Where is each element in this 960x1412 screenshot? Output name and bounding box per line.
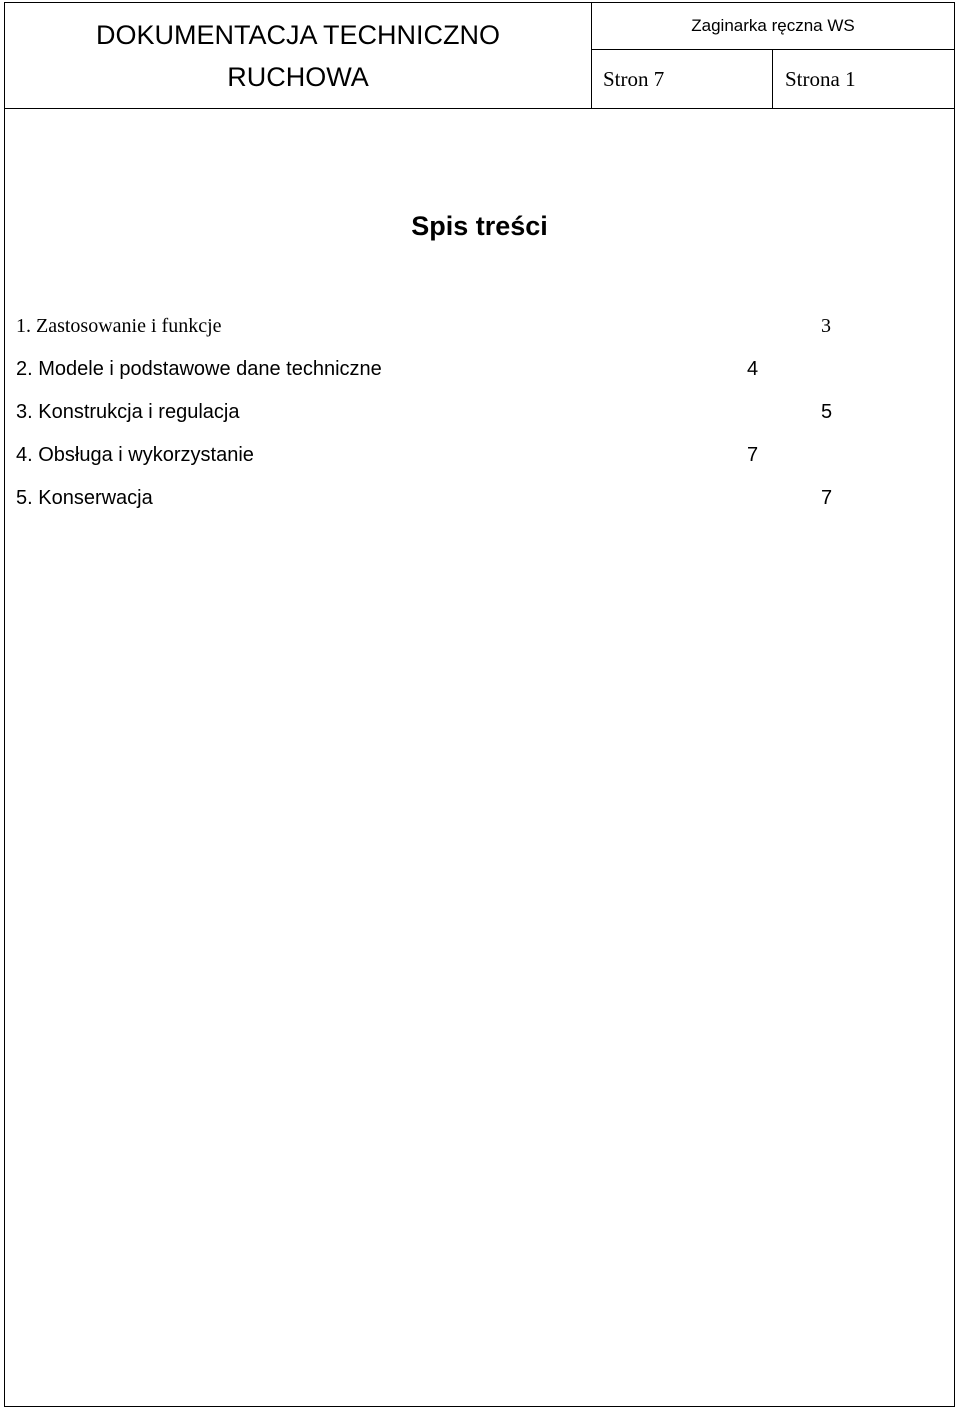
- toc-item-3[interactable]: [16, 397, 846, 427]
- document-header: [5, 3, 954, 109]
- document-title-line-1: DOKUMENTACJA TECHNICZNO: [95, 20, 501, 50]
- toc-item-2[interactable]: [16, 354, 846, 384]
- toc-item-5[interactable]: [16, 483, 846, 513]
- toc-item-page: 7: [747, 444, 759, 466]
- toc-heading: Spis treści: [411, 211, 548, 241]
- toc-item-label: 3. Konstrukcja i regulacja: [16, 401, 240, 423]
- toc-item-page: 7: [821, 487, 833, 509]
- toc-item-label: 2. Modele i podstawowe dane techniczne: [16, 358, 382, 380]
- document-title-line-2: RUCHOWA: [227, 62, 369, 92]
- product-name: Zaginarka ręczna WS: [592, 3, 954, 50]
- toc-item-page: 5: [821, 401, 833, 423]
- toc-item-page: 3: [821, 315, 831, 337]
- total-pages: Stron 7: [592, 50, 773, 108]
- document-title: [5, 3, 592, 108]
- toc-item-1[interactable]: [16, 311, 846, 341]
- document-page: [4, 2, 955, 1407]
- toc-item-label: 4. Obsługa i wykorzystanie: [16, 444, 254, 466]
- toc-item-4[interactable]: [16, 440, 846, 470]
- toc-item-page: 4: [747, 358, 759, 380]
- toc-item-label: 5. Konserwacja: [16, 487, 153, 509]
- current-page: Strona 1: [785, 67, 856, 91]
- toc-item-label: 1. Zastosowanie i funkcje: [16, 315, 222, 337]
